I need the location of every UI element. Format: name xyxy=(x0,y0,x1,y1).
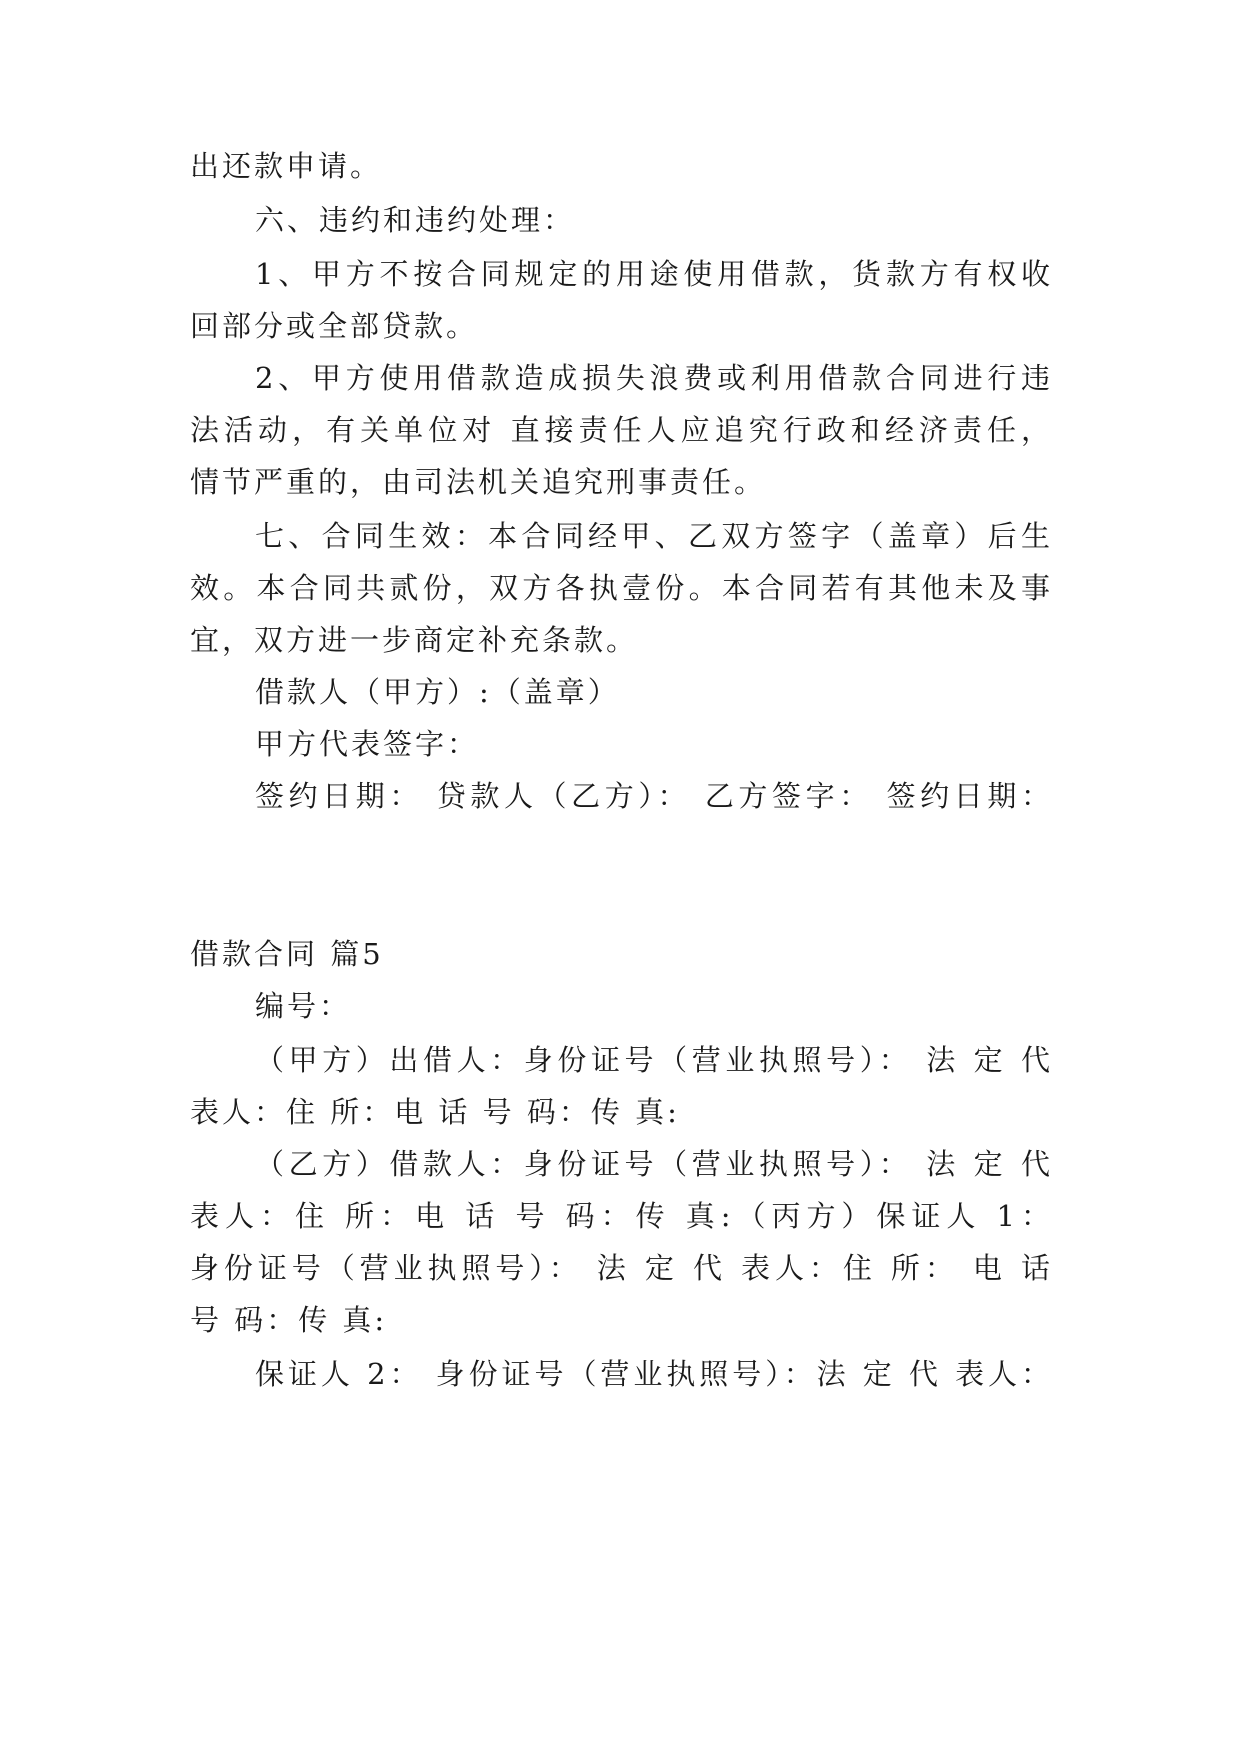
text-line: 身份证号（营业执照号）： 法 定 代 表人：住 所： 电 话 xyxy=(190,1251,1050,1285)
signature-field: 甲方代表签字： xyxy=(255,727,480,761)
text-line: 号 码：传 真: xyxy=(190,1303,388,1337)
text-line: 保证人 2： 身份证号（营业执照号）：法 定 代 表人： xyxy=(255,1357,1050,1391)
text-line: 回部分或全部贷款。 xyxy=(190,309,479,343)
text-line: （甲方）出借人：身份证号（营业执照号）： 法 定 代 xyxy=(255,1043,1050,1077)
signature-field: 借款人（甲方）:（盖章） xyxy=(255,675,620,709)
text-line: （乙方）借款人：身份证号（营业执照号）： 法 定 代 xyxy=(255,1147,1050,1181)
text-line: 法活动，有关单位对 直接责任人应追究行政和经济责任， xyxy=(190,413,1050,447)
text-line: 表人：住 所：电 话 号 码：传 真:（丙方）保证人 1： xyxy=(190,1199,1050,1233)
text-line: 1、甲方不按合同规定的用途使用借款，货款方有权收 xyxy=(255,257,1050,291)
section-heading: 六、违约和违约处理： xyxy=(255,203,576,237)
text-line: 情节严重的，由司法机关追究刑事责任。 xyxy=(190,465,767,499)
signature-field: 签约日期： 贷款人（乙方）： 乙方签字： 签约日期： xyxy=(255,779,1050,813)
section-heading: 七、合同生效：本合同经甲、乙双方签字（盖章）后生 xyxy=(255,519,1050,553)
contract-title: 借款合同 篇5 xyxy=(190,937,384,971)
text-line: 编号： xyxy=(255,989,352,1023)
text-line: 效。本合同共贰份，双方各执壹份。本合同若有其他未及事 xyxy=(190,571,1050,605)
text-line: 表人：住 所：电 话 号 码：传 真: xyxy=(190,1095,680,1129)
text-line: 宜，双方进一步商定补充条款。 xyxy=(190,623,639,657)
text-line: 出还款申请。 xyxy=(190,149,383,183)
text-line: 2、甲方使用借款造成损失浪费或利用借款合同进行违 xyxy=(255,361,1050,395)
